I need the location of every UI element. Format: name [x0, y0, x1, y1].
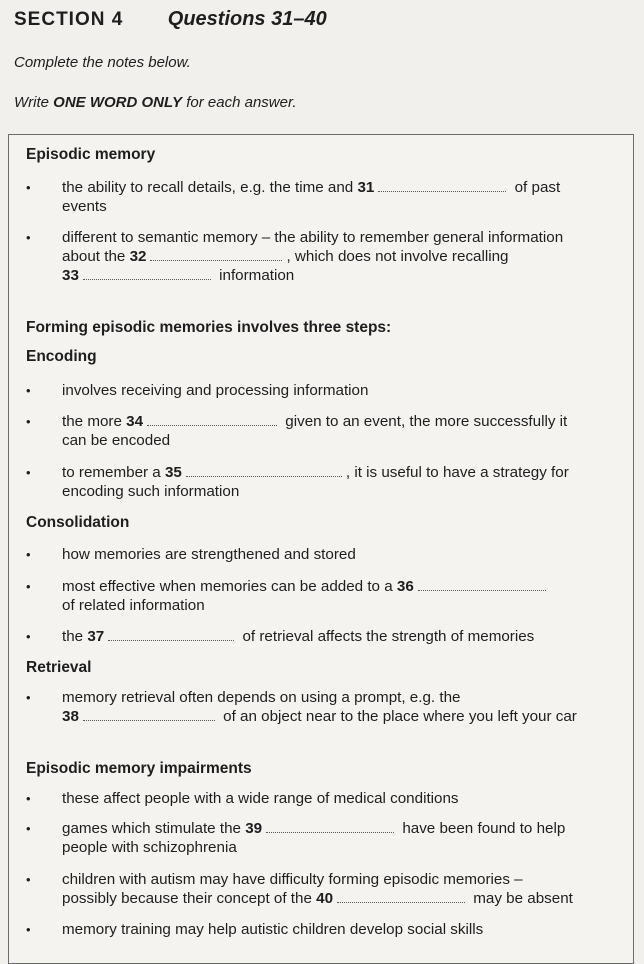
- instruction-complete: Complete the notes below.: [14, 54, 191, 71]
- answer-gap-35[interactable]: [186, 475, 342, 477]
- answer-gap-34[interactable]: [147, 424, 277, 426]
- heading-impairments: Episodic memory impairments: [26, 760, 252, 777]
- answer-gap-38[interactable]: [83, 719, 215, 721]
- instruction-word-limit: Write ONE WORD ONLY for each answer.: [14, 94, 297, 111]
- answer-gap-32[interactable]: [150, 259, 282, 261]
- answer-gap-40[interactable]: [337, 901, 465, 903]
- answer-gap-31[interactable]: [378, 190, 506, 192]
- section-label: SECTION 4: [14, 9, 124, 30]
- answer-gap-36[interactable]: [418, 589, 546, 591]
- heading-retrieval: Retrieval: [26, 659, 92, 676]
- heading-encoding: Encoding: [26, 348, 97, 365]
- answer-gap-39[interactable]: [266, 831, 394, 833]
- section-header: [14, 8, 327, 31]
- heading-consolidation: Consolidation: [26, 514, 130, 531]
- questions-range: Questions 31–40: [167, 8, 327, 30]
- answer-gap-33[interactable]: [83, 278, 211, 280]
- heading-forming: Forming episodic memories involves three steps:: [26, 319, 392, 336]
- heading-episodic-memory: Episodic memory: [26, 146, 156, 163]
- answer-gap-37[interactable]: [108, 639, 234, 641]
